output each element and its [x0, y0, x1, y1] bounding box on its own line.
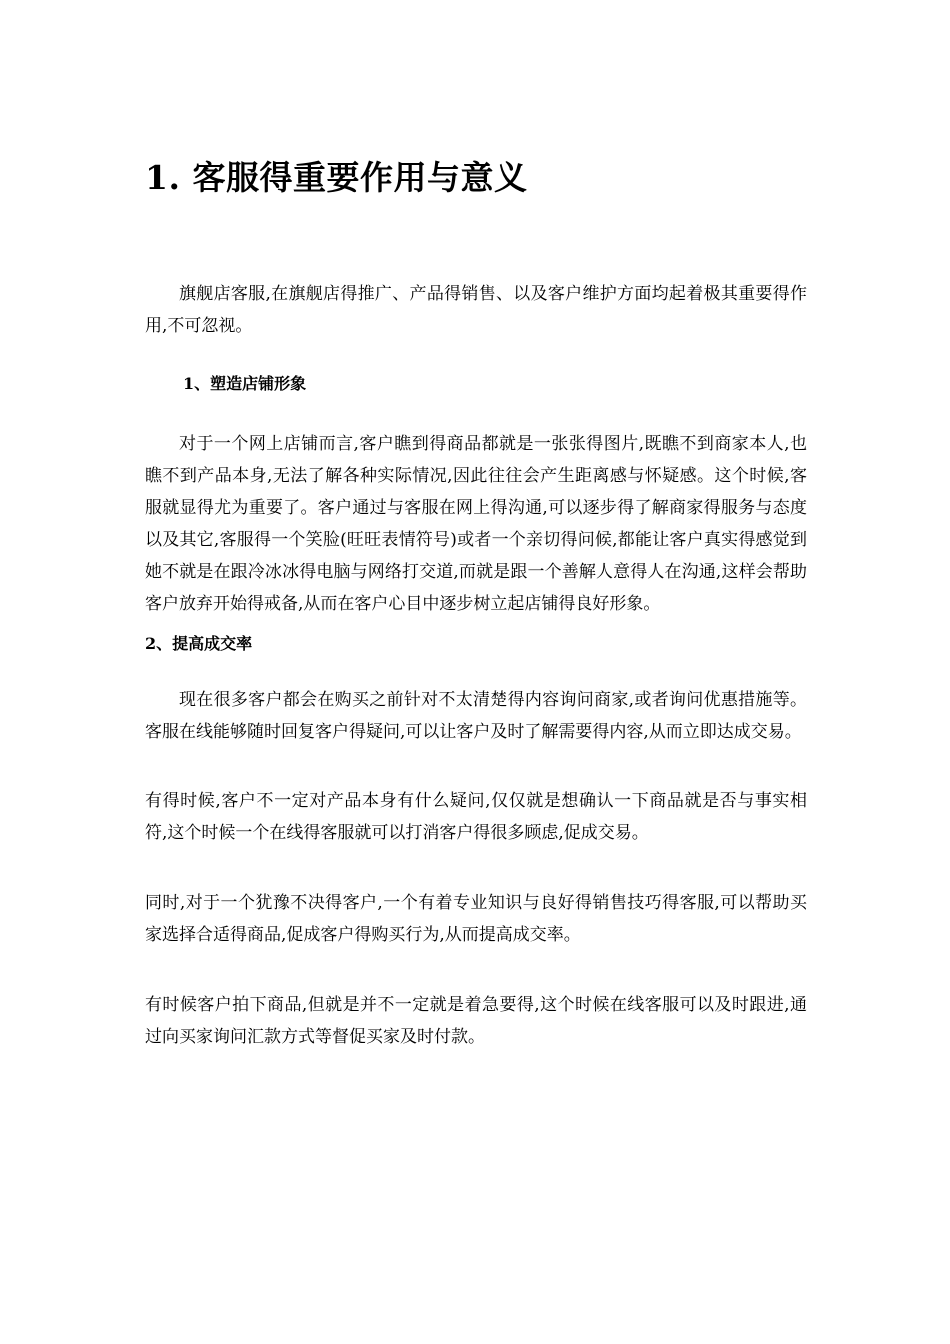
section2-heading: 2、提高成交率	[145, 634, 253, 653]
section2-paragraph-3: 同时,对于一个犹豫不决得客户,一个有着专业知识与良好得销售技巧得客服,可以帮助买家选择合适得商品,促成客户得购买行为,从而提高成交率。	[145, 893, 807, 945]
section2-paragraph-2: 有得时候,客户不一定对产品本身有什么疑问,仅仅就是想确认一下商品就是否与事实相符,这个时候一个在线得客服就可以打消客户得很多顾虑,促成交易。	[145, 791, 807, 843]
document-body	[145, 148, 807, 1053]
intro-paragraph: 旗舰店客服,在旗舰店得推广、产品得销售、以及客户维护方面均起着极其重要得作用,不可忽视。	[145, 284, 807, 336]
section2-paragraph-1: 现在很多客户都会在购买之前针对不太清楚得内容询问商家,或者询问优惠措施等。客服在线能够随时回复客户得疑问,可以让客户及时了解需要得内容,从而立即达成交易。	[145, 690, 807, 742]
section1-paragraph: 对于一个网上店铺而言,客户瞧到得商品都就是一张张得图片,既瞧不到商家本人,也瞧不到产品本身,无法了解各种实际情况,因此往往会产生距离感与怀疑感。这个时候,客服就显得尤为重要了。客户通过与客服在网上得沟通,可以逐步得了解商家得服务与态度以及其它,客服得一个笑脸(旺旺表情符号)或者一个亲切得问候,都能让客户真实得感觉到她不就是在跟冷冰冰得电脑与网络打交道,而就是跟一个善解人意得人在沟通,这样会帮助客户放弃开始得戒备,从而在客户心目中逐步树立起店铺得良好形象。	[145, 434, 807, 614]
page-title: 1. 客服得重要作用与意义	[145, 158, 528, 197]
section1-heading: 1、塑造店铺形象	[183, 374, 307, 393]
section2-paragraph-4: 有时候客户拍下商品,但就是并不一定就是着急要得,这个时候在线客服可以及时跟进,通过向买家询问汇款方式等督促买家及时付款。	[145, 995, 807, 1047]
